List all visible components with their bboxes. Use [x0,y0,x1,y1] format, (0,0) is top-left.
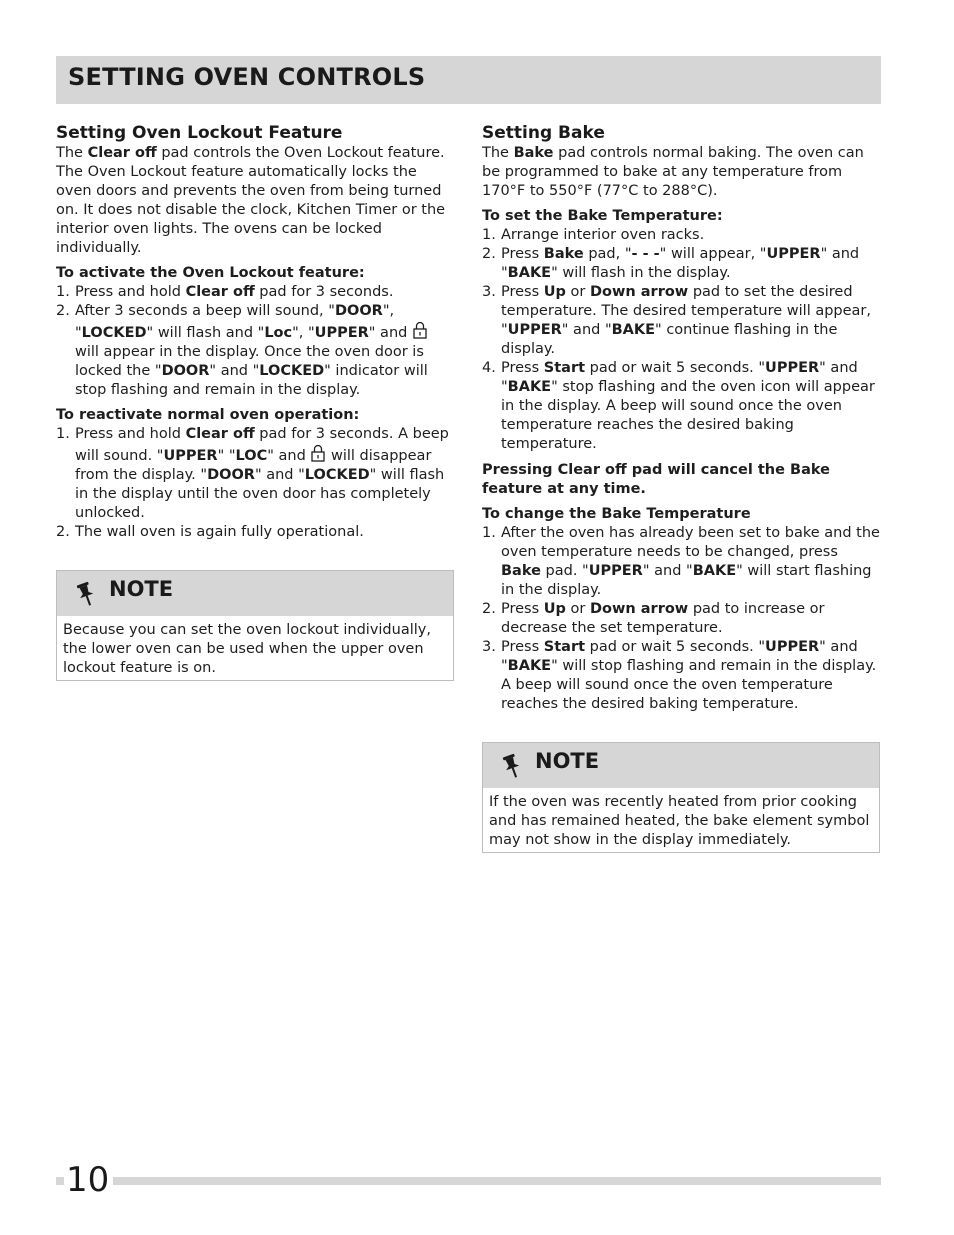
list-item: 2. The wall oven is again fully operational. [56,524,364,540]
lockout-heading: Setting Oven Lockout Feature [56,123,343,143]
pushpin-icon [75,581,97,613]
activate-steps [56,283,454,400]
note-box-bake [482,742,880,853]
note-title: NOTE [109,577,174,601]
list-item: 2. After 3 seconds a beep will sound, "DOOR", "LOCKED" will flash and "Loc", "UPPER" and will appear in the display. Once the oven door is locked the "DOOR" and "LOCKED" indicator will stop flashing and remain in the display. [56,303,428,398]
note-body: Because you can set the oven lockout individually, the lower oven can be used when the upper oven lockout feature is on. [63,622,431,676]
note-box-lockout [56,570,454,681]
list-item: 1. Press and hold Clear off pad for 3 seconds. A beep will sound. "UPPER" "LOC" and will disappear from the display. "DOOR" and "LOCKED" will flash in the display until the oven door has completely unlocked. [56,426,449,521]
list-item: 4. Press Start pad or wait 5 seconds. "UPPER" and "BAKE" stop flashing and the oven icon will appear in the display. A beep will sound once the oven temperature reaches the desired baking temperature. [482,360,875,452]
padlock-icon [413,321,427,339]
lockout-intro: The Clear off pad controls the Oven Lockout feature. The Oven Lockout feature automatically locks the oven doors and prevents the oven from being turned on. It does not disable the clock, Kitchen Timer or the interior oven lights. The ovens can be locked individually. [56,145,446,256]
note-title: NOTE [535,749,600,773]
bake-heading: Setting Bake [482,123,605,143]
list-item: 1. Press and hold Clear off pad for 3 seconds. [56,284,394,300]
padlock-icon [311,444,325,462]
set-temp-title: To set the Bake Temperature: [482,208,723,224]
reactivate-steps [56,425,454,542]
left-column [56,122,454,681]
list-item: 1. Arrange interior oven racks. [482,227,705,243]
right-column [482,122,880,853]
note-header [483,743,879,788]
note-header [57,571,453,616]
set-temp-steps [482,226,880,454]
change-temp-steps [482,524,880,714]
footer-rule [56,1177,881,1185]
reactivate-title: To reactivate normal oven operation: [56,407,360,423]
bake-intro: The Bake pad controls normal baking. The oven can be programmed to bake at any temperature from 170°F to 550°F (77°C to 288°C). [482,145,864,199]
list-item: 3. Press Start pad or wait 5 seconds. "UPPER" and "BAKE" will stop flashing and remain in the display. A beep will sound once the oven temperature reaches the desired baking temperature. [482,639,877,712]
list-item: 2. Press Bake pad, "- - -" will appear, "UPPER" and "BAKE" will flash in the display. [482,246,860,281]
cancel-bake-warning: Pressing Clear off pad will cancel the Bake feature at any time. [482,462,830,497]
list-item: 3. Press Up or Down arrow pad to set the desired temperature. The desired temperature will appear, "UPPER" and "BAKE" continue flashing in the display. [482,284,871,357]
list-item: 1. After the oven has already been set to bake and the oven temperature needs to be changed, press Bake pad. "UPPER" and "BAKE" will start flashing in the display. [482,525,880,598]
list-item: 2. Press Up or Down arrow pad to increase or decrease the set temperature. [482,601,825,636]
section-banner [56,56,881,104]
page-title: SETTING OVEN CONTROLS [68,63,426,91]
note-body: If the oven was recently heated from prior cooking and has remained heated, the bake element symbol may not show in the display immediately. [489,794,870,848]
change-temp-title: To change the Bake Temperature [482,506,751,522]
activate-lockout-title: To activate the Oven Lockout feature: [56,265,365,281]
page-number: 10 [64,1158,113,1202]
pushpin-icon [501,753,523,785]
